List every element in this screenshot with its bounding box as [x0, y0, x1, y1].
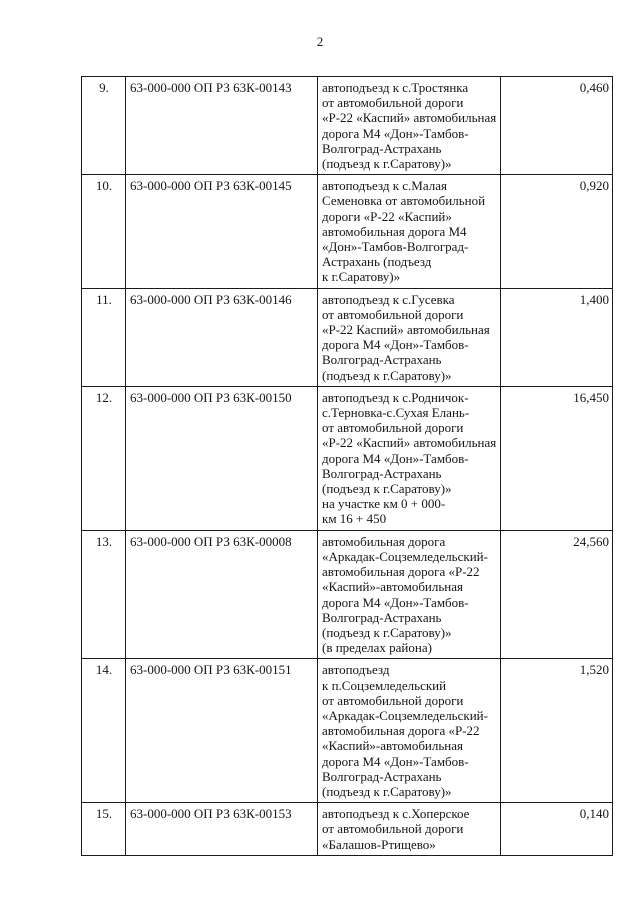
road-id-code: 63-000-000 ОП РЗ 63К-00143	[126, 77, 318, 175]
table-row	[82, 659, 613, 803]
row-number: 14.	[82, 659, 126, 803]
row-number: 10.	[82, 175, 126, 288]
road-length: 0,140	[501, 803, 613, 856]
page-number: 2	[316, 34, 324, 49]
road-id-code: 63-000-000 ОП РЗ 63К-00153	[126, 803, 318, 856]
road-length: 24,560	[501, 530, 613, 659]
road-name: автоподъезд к с.Родничок- с.Терновка-с.Сухая Елань- от автомобильной дороги «Р-22 «Каспий» автомобильная дорога М4 «Дон»-Тамбов- Волгоград-Астрахань (подъезд к г.Саратову)» на участке км 0 + 000- км 16 + 450	[318, 386, 501, 530]
table-row	[82, 530, 613, 659]
road-id-code: 63-000-000 ОП РЗ 63К-00145	[126, 175, 318, 288]
roads-table	[81, 76, 613, 856]
row-number: 13.	[82, 530, 126, 659]
road-length: 1,400	[501, 288, 613, 386]
road-id-code: 63-000-000 ОП РЗ 63К-00146	[126, 288, 318, 386]
road-name: автоподъезд к с.Гусевка от автомобильной дороги «Р-22 Каспий» автомобильная дорога М4 «Дон»-Тамбов- Волгоград-Астрахань (подъезд к г.Саратову)»	[318, 288, 501, 386]
road-length: 16,450	[501, 386, 613, 530]
road-length: 0,460	[501, 77, 613, 175]
row-number: 11.	[82, 288, 126, 386]
table-row	[82, 175, 613, 288]
road-id-code: 63-000-000 ОП РЗ 63К-00151	[126, 659, 318, 803]
road-name: автоподъезд к п.Соцземледельский от автомобильной дороги «Аркадак-Соцземледельский- автомобильная дорога «Р-22 «Каспий»-автомобильная дорога М4 «Дон»-Тамбов- Волгоград-Астрахань (подъезд к г.Саратову)»	[318, 659, 501, 803]
row-number: 12.	[82, 386, 126, 530]
table-row	[82, 386, 613, 530]
road-length: 1,520	[501, 659, 613, 803]
road-name: автоподъезд к с.Малая Семеновка от автомобильной дороги «Р-22 «Каспий» автомобильная дорога М4 «Дон»-Тамбов-Волгоград- Астрахань (подъезд к г.Саратову)»	[318, 175, 501, 288]
row-number: 15.	[82, 803, 126, 856]
table-row	[82, 77, 613, 175]
road-name: автоподъезд к с.Тростянка от автомобильной дороги «Р-22 «Каспий» автомобильная дорога М4 «Дон»-Тамбов- Волгоград-Астрахань (подъезд к г.Саратову)»	[318, 77, 501, 175]
table-row	[82, 803, 613, 856]
road-id-code: 63-000-000 ОП РЗ 63К-00150	[126, 386, 318, 530]
road-name: автоподъезд к с.Хоперское от автомобильной дороги «Балашов-Ртищево»	[318, 803, 501, 856]
road-id-code: 63-000-000 ОП РЗ 63К-00008	[126, 530, 318, 659]
table-row	[82, 288, 613, 386]
road-length: 0,920	[501, 175, 613, 288]
road-name: автомобильная дорога «Аркадак-Соцземледельский- автомобильная дорога «Р-22 «Каспий»-автомобильная дорога М4 «Дон»-Тамбов- Волгоград-Астрахань (подъезд к г.Саратову)» (в пределах района)	[318, 530, 501, 659]
row-number: 9.	[82, 77, 126, 175]
